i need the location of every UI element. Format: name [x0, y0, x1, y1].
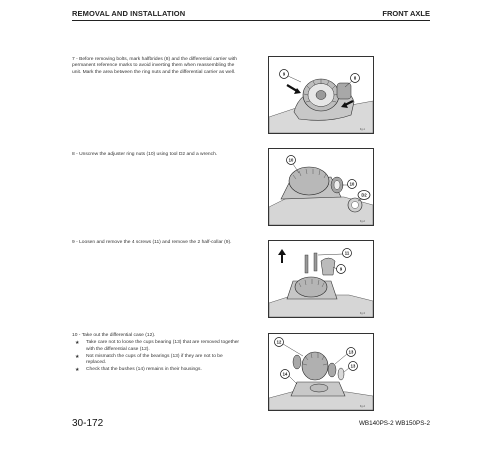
callout-label: 11 — [344, 250, 350, 256]
page-header — [72, 7, 430, 21]
star-icon: ★ — [75, 340, 80, 347]
section-title: REMOVAL AND INSTALLATION — [72, 9, 186, 18]
chapter-title: FRONT AXLE — [382, 9, 430, 18]
model-designation: WB140PS-2 WB150PS-2 — [358, 420, 430, 427]
step-8 — [72, 152, 244, 158]
callout-label: D2 — [361, 192, 367, 198]
figure-differential-case — [268, 333, 374, 411]
step-number: 9 - — [72, 240, 78, 245]
step-text: Unscrew the adjuster ring nuts (10) using tool D2 and a wrench. — [79, 152, 218, 157]
note-item: ★ Check that the bushes (14) remains in their housings. — [75, 367, 202, 374]
figure-id: fig-1 — [359, 128, 365, 131]
note-item: ★ Take care not to loose the cups bearing (13) that are removed together with the differential case (12). — [75, 340, 240, 352]
step-number: 8 - — [72, 152, 78, 157]
figure-id: fig-4 — [359, 405, 365, 408]
callout-label: 13 — [348, 349, 354, 355]
figure-halfbrides-marking — [268, 56, 374, 134]
callout-label: 8 — [353, 75, 357, 81]
differential-illustration-2 — [269, 149, 373, 225]
differential-illustration-4 — [269, 334, 373, 410]
step-9 — [72, 240, 244, 246]
step-text: Loosen and remove the 4 screws (11) and remove the 2 half-collar (9). — [79, 240, 232, 245]
step-text: Before removing bolts, mark halfbrides (8) and the differential carrier with permanent reference marks to avoid inverting them when reassembling the unit. Mark the area between the ring nuts and the differential carrier as well. — [72, 57, 237, 75]
step-7 — [72, 57, 244, 76]
figure-id: fig-3 — [359, 312, 365, 315]
callout-label: 14 — [282, 371, 288, 377]
header-rule — [72, 20, 430, 21]
differential-illustration-1 — [269, 57, 373, 133]
star-icon: ★ — [75, 367, 80, 374]
figure-adjuster-ring-nuts — [268, 148, 374, 226]
callout-label: 10 — [288, 157, 294, 163]
figure-half-collar — [268, 240, 374, 318]
callout-label: 9 — [282, 71, 286, 77]
callout-label: 9 — [339, 266, 343, 272]
callout-label: 12 — [276, 339, 282, 345]
step-10 — [72, 333, 244, 374]
figure-id: fig-2 — [359, 220, 365, 223]
step-notes — [72, 340, 244, 373]
callout-label: 13 — [350, 363, 356, 369]
note-item: ★ Not mismatch the cups of the bearings (13) if they are not to be replaced. — [75, 353, 223, 366]
step-number: 7 - — [72, 57, 78, 62]
differential-illustration-3 — [269, 241, 373, 317]
callout-label: 10 — [349, 181, 355, 187]
step-number: 10 - — [72, 333, 81, 338]
page-number: 30-172 — [72, 418, 104, 429]
step-text: Take out the differential case (12). — [81, 333, 156, 338]
star-icon: ★ — [75, 353, 80, 360]
